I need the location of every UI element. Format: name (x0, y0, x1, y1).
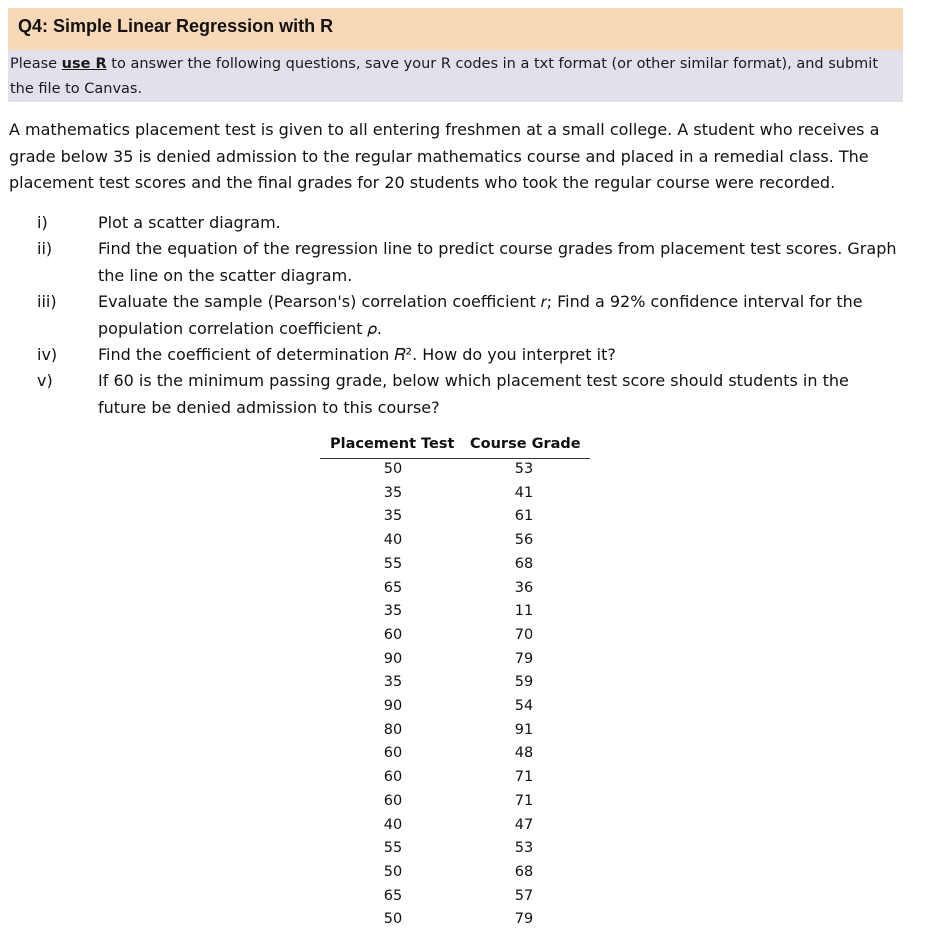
table-row (320, 721, 590, 745)
course-grade-cell: 70 (514, 626, 534, 643)
course-grade-cell: 61 (514, 508, 534, 525)
placement-test-cell: 90 (383, 650, 403, 667)
question-number: iii) (37, 292, 57, 311)
placement-test-cell: 55 (383, 555, 403, 572)
table-row (320, 910, 590, 934)
question-line: future be denied admission to this course? (98, 397, 440, 417)
question-number: iv) (37, 345, 58, 364)
course-grade-cell: 53 (514, 840, 534, 857)
placement-test-cell: 35 (383, 674, 403, 691)
table-row (320, 460, 590, 484)
instructions-line2: the file to Canvas. (10, 81, 143, 97)
course-grade-cell: 48 (514, 745, 534, 762)
course-grade-cell: 79 (514, 650, 534, 667)
question-header (8, 8, 903, 50)
course-grade-cell: 53 (514, 461, 534, 477)
placement-test-cell: 40 (383, 532, 403, 549)
table-row (320, 863, 590, 887)
course-grade-cell: 11 (514, 603, 534, 620)
question-text (98, 289, 913, 342)
placement-test-cell: 90 (383, 698, 403, 714)
course-grade-cell: 57 (514, 887, 534, 904)
course-grade-cell: 68 (514, 863, 534, 880)
table-row (320, 484, 590, 508)
placement-test-cell: 50 (383, 863, 403, 880)
instructions-line1-rest: to answer the following questions, save your R codes in a txt format (or other similar format), and submit (106, 56, 878, 72)
course-grade-cell: 54 (514, 698, 534, 714)
table-row (320, 507, 590, 531)
placement-test-cell: 55 (383, 840, 403, 857)
table-row (320, 697, 590, 721)
question-line: Find the equation of the regression line to predict course grades from placement test scores. Graph (98, 239, 897, 258)
question-text (98, 368, 913, 421)
table-row (320, 839, 590, 863)
placement-test-cell: 50 (383, 911, 403, 928)
course-grade-cell: 71 (514, 769, 534, 786)
table-row (320, 744, 590, 768)
question-number: ii) (37, 239, 53, 258)
intro-line: placement test scores and the final grades for 20 students who took the regular course were recorded. (9, 173, 836, 192)
course-grade-cell: 59 (514, 674, 534, 691)
intro-line: grade below 35 is denied admission to the regular mathematics course and placed in a remedial class. The (9, 146, 869, 166)
course-grade-cell: 79 (514, 911, 534, 928)
question-text (98, 210, 913, 237)
question-line: Evaluate the sample (Pearson's) correlation coefficient 𝑟; Find a 92% confidence interval for the (98, 292, 863, 311)
table-row (320, 887, 590, 911)
course-grade-cell: 47 (514, 816, 534, 833)
placement-test-cell: 80 (383, 721, 403, 738)
table-row (320, 626, 590, 650)
table-row (320, 673, 590, 697)
course-grade-cell: 41 (514, 484, 534, 501)
question-title: Q4: Simple Linear Regression with R (18, 16, 334, 36)
placement-test-cell: 60 (383, 626, 403, 643)
table-row (320, 531, 590, 555)
instructions-box (8, 50, 903, 102)
table-header-row (320, 434, 590, 459)
table-row (320, 555, 590, 579)
table-row (320, 792, 590, 816)
placement-test-cell: 35 (383, 508, 403, 525)
placement-test-cell: 40 (383, 816, 403, 833)
course-grade-cell: 56 (514, 532, 534, 549)
placement-test-cell: 65 (383, 579, 403, 596)
course-grade-cell: 68 (514, 555, 534, 572)
intro-line: A mathematics placement test is given to all entering freshmen at a small college. A student who receives a (9, 120, 880, 139)
intro-paragraph (9, 117, 914, 197)
placement-test-cell: 65 (383, 887, 403, 904)
placement-test-cell: 60 (383, 792, 403, 809)
placement-test-cell: 60 (383, 769, 403, 786)
placement-test-cell: 35 (383, 603, 403, 620)
table-row (320, 579, 590, 603)
question-line: the line on the scatter diagram. (98, 265, 353, 285)
question-line: Plot a scatter diagram. (98, 213, 281, 232)
course-grade-cell: 36 (514, 579, 534, 596)
table-row (320, 768, 590, 792)
instructions-text (10, 52, 895, 102)
placement-test-cell: 35 (383, 484, 403, 501)
course-grade-cell: 91 (514, 721, 534, 738)
instructions-emphasis: use R (61, 56, 107, 72)
question-number: v) (37, 371, 53, 390)
instructions-prefix: Please (10, 56, 62, 72)
question-line: population correlation coefficient 𝜌. (98, 318, 382, 338)
column-header-placement-test: Placement Test (330, 436, 455, 452)
question-line: Find the coefficient of determination 𝑅². How do you interpret it? (98, 345, 616, 364)
question-line: If 60 is the minimum passing grade, below which placement test score should students in the (98, 371, 849, 390)
question-text (98, 236, 913, 289)
column-header-course-grade: Course Grade (470, 436, 581, 452)
question-number: i) (37, 213, 48, 232)
placement-test-cell: 50 (383, 461, 403, 477)
table-row (320, 816, 590, 840)
table-row (320, 650, 590, 674)
course-grade-cell: 71 (514, 792, 534, 809)
table-row (320, 602, 590, 626)
question-text (98, 342, 913, 369)
placement-test-cell: 60 (383, 745, 403, 762)
